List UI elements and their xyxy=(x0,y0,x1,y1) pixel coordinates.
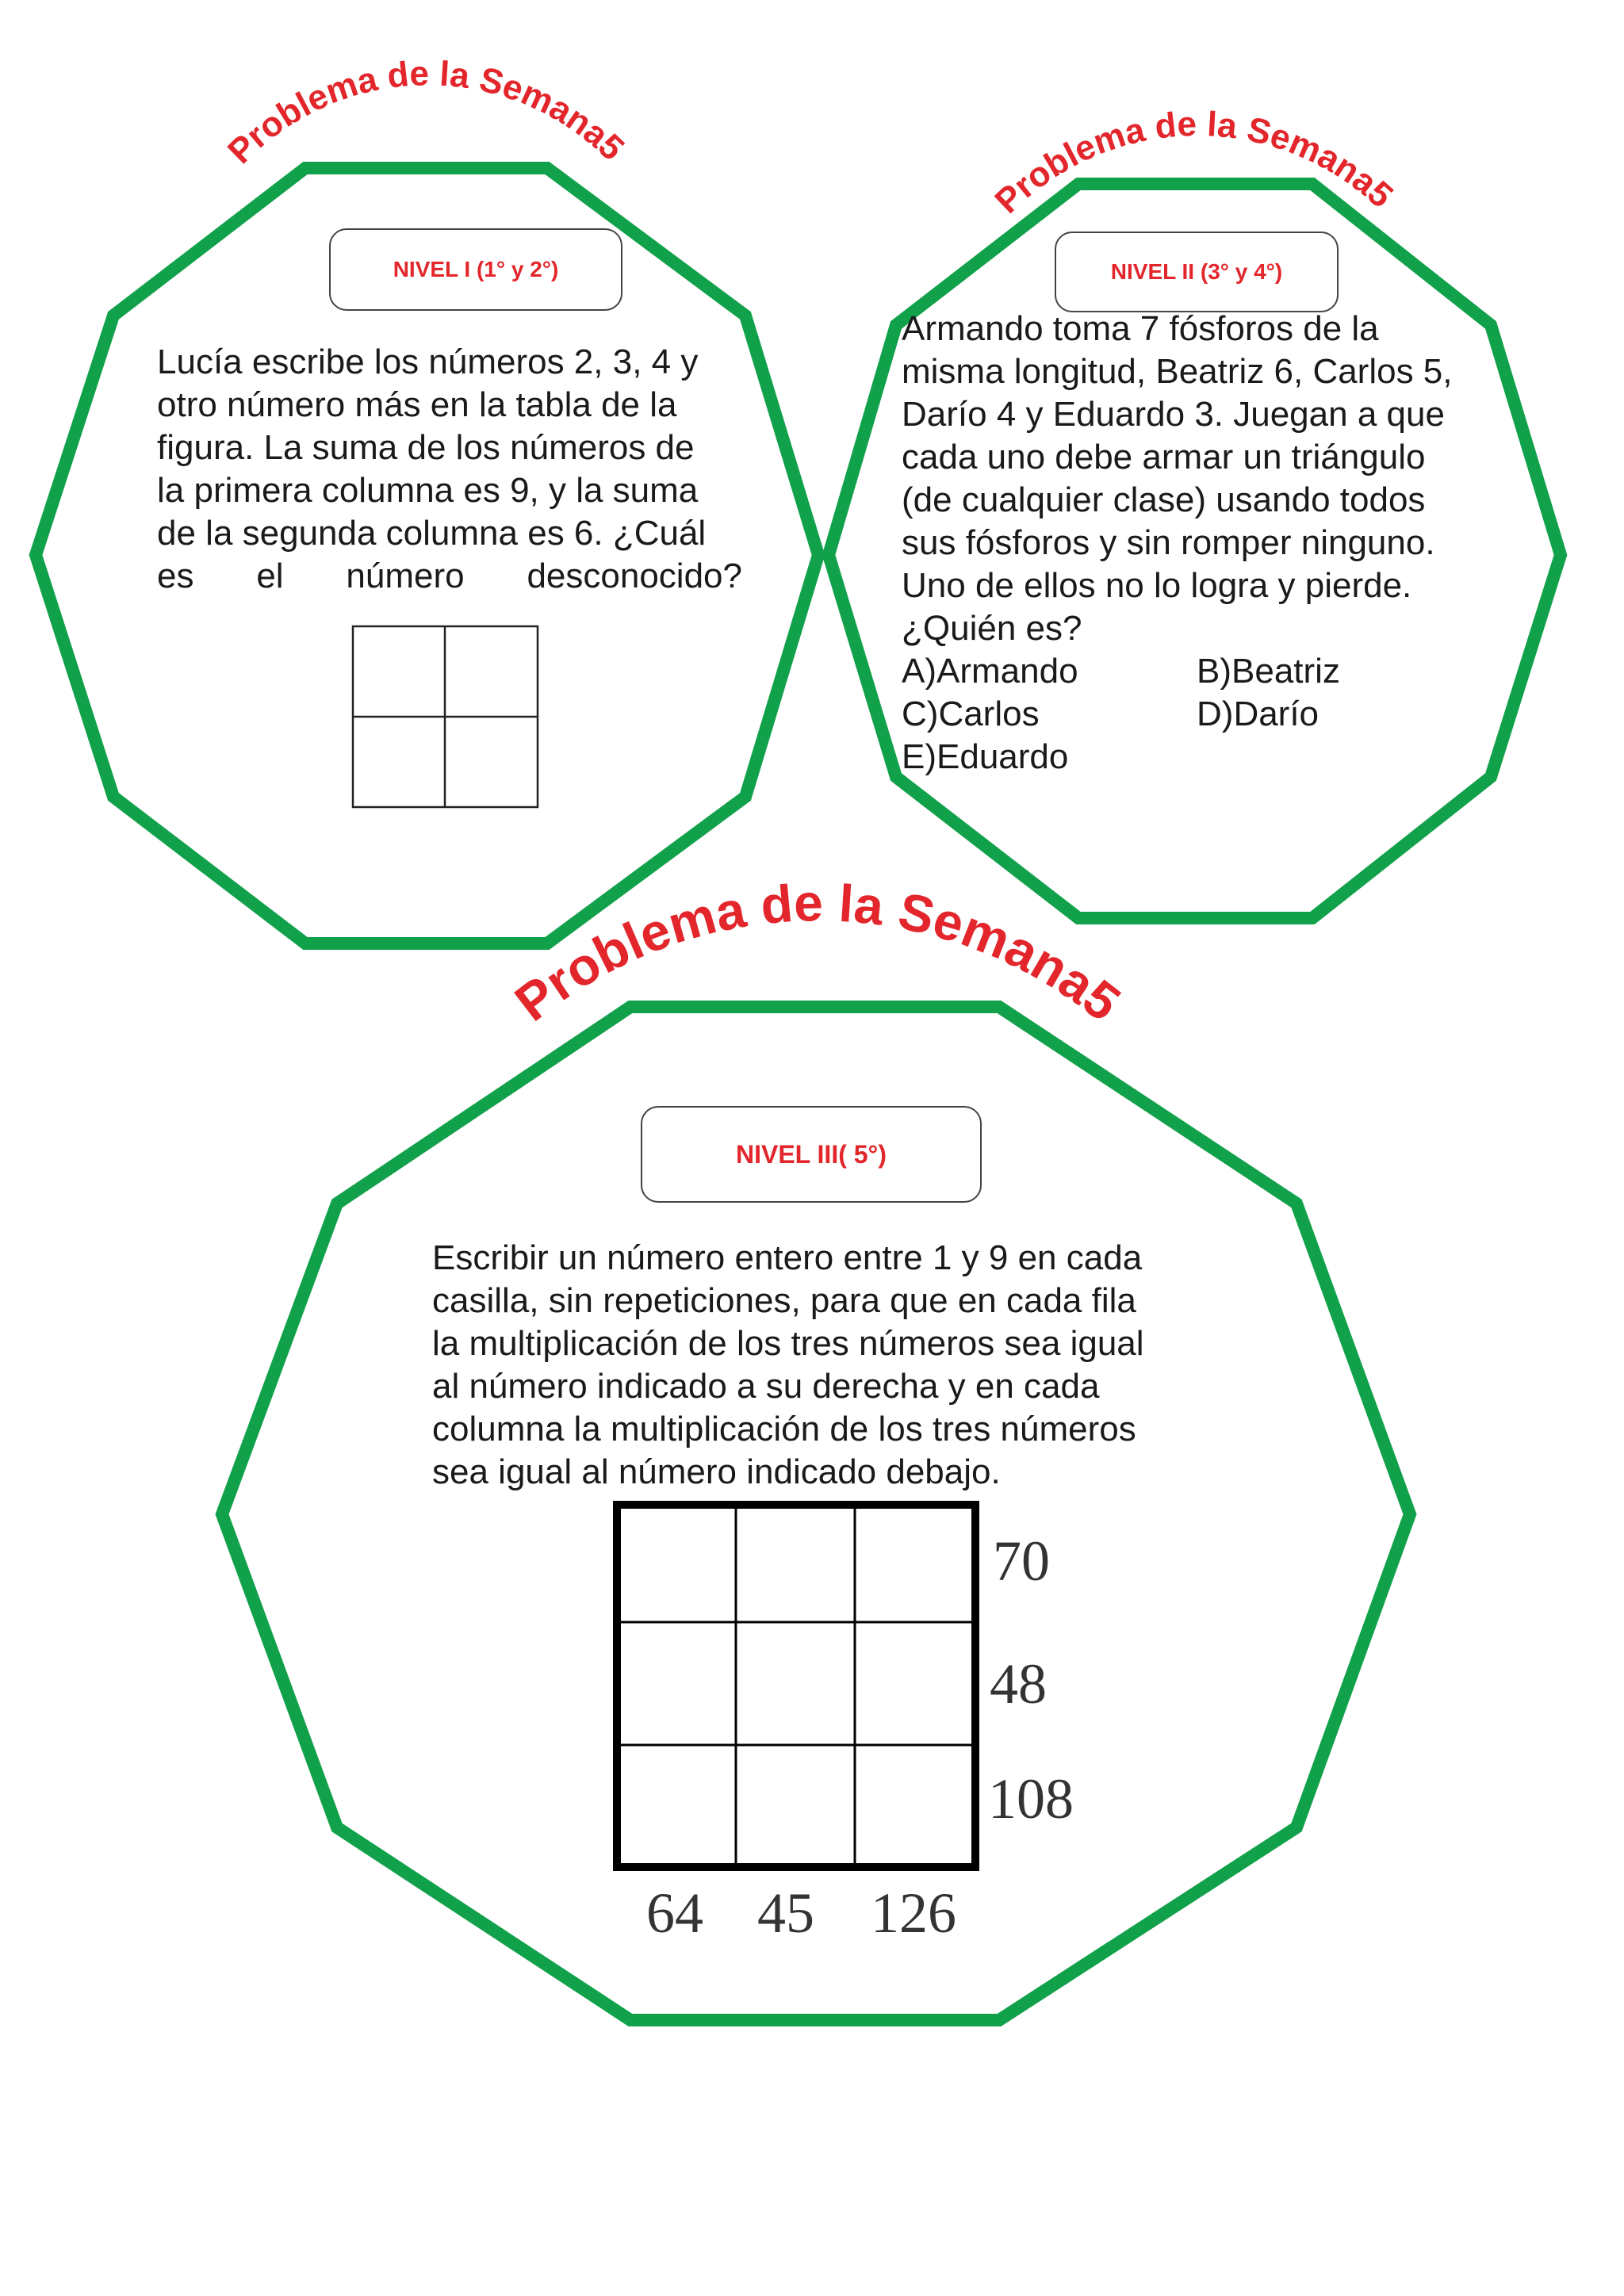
header-title-level2: Problema de la Semana5 xyxy=(987,104,1400,221)
level1-problem-line: la primera columna es 9, y la suma xyxy=(157,471,699,510)
level2-problem-line: sus fósforos y sin romper ninguno. xyxy=(902,523,1435,562)
col-product-2: 45 xyxy=(757,1881,814,1945)
level2-problem xyxy=(902,308,1484,650)
level3-grid xyxy=(617,1505,975,1867)
level1-problem-line: de la segunda columna es 6. ¿Cuál xyxy=(157,514,707,553)
level3-problem-line: sea igual al número indicado debajo. xyxy=(432,1452,1001,1491)
option-label: C) xyxy=(902,695,939,733)
level3-problem-line: la multiplicación de los tres números sea igual xyxy=(432,1324,1144,1363)
level2-badge xyxy=(1055,232,1339,312)
level3-problem xyxy=(432,1237,1193,1494)
level2-problem-line: misma longitud, Beatriz 6, Carlos 5, xyxy=(902,352,1453,391)
row-product-3: 108 xyxy=(988,1767,1074,1831)
option-label: A) xyxy=(902,652,936,691)
level2-problem-line: cada uno debe armar un triángulo xyxy=(902,438,1426,476)
level2-problem-line: (de cualquier clase) usando todos xyxy=(902,480,1426,519)
option-label: D) xyxy=(1197,695,1234,733)
level2-problem-line: Armando toma 7 fósforos de la xyxy=(902,309,1379,348)
option-e xyxy=(902,736,1197,779)
option-text: Armando xyxy=(936,652,1078,691)
level3-problem-line: Escribir un número entero entre 1 y 9 en cada xyxy=(432,1238,1143,1277)
level1-problem-line: es el número desconocido? xyxy=(157,557,742,595)
level3-problem-line: casilla, sin repeticiones, para que en cada fila xyxy=(432,1281,1136,1320)
option-label: B) xyxy=(1197,652,1231,691)
option-a xyxy=(902,650,1197,693)
level2-options xyxy=(902,650,1492,779)
level2-badge-text: NIVEL II (3° y 4°) xyxy=(1110,259,1283,284)
row-product-1: 70 xyxy=(993,1529,1050,1593)
option-d xyxy=(1197,693,1492,736)
level3-badge xyxy=(641,1106,982,1203)
level1-grid xyxy=(353,626,538,807)
option-text: Darío xyxy=(1233,695,1320,733)
header-title-level3: Problema de la Semana5 xyxy=(504,873,1132,1032)
level2-problem-line: Darío 4 y Eduardo 3. Juegan a que xyxy=(902,395,1445,434)
level1-badge xyxy=(329,228,622,311)
level1-problem-line: otro número más en la tabla de la xyxy=(157,385,677,424)
option-text: Beatriz xyxy=(1231,652,1340,691)
level3-problem-line: columna la multiplicación de los tres números xyxy=(432,1410,1136,1448)
row-product-2: 48 xyxy=(990,1652,1047,1716)
level3-badge-text: NIVEL III( 5°) xyxy=(735,1139,887,1169)
level2-problem-line: ¿Quién es? xyxy=(902,609,1082,648)
header-title-level1: Problema de la Semana5 xyxy=(220,54,632,171)
level1-problem xyxy=(157,341,742,598)
option-text: Eduardo xyxy=(936,737,1069,776)
col-product-1: 64 xyxy=(646,1881,703,1945)
option-b xyxy=(1197,650,1492,693)
option-c xyxy=(902,693,1197,736)
level1-badge-text: NIVEL I (1° y 2°) xyxy=(393,257,559,281)
option-text: Carlos xyxy=(938,695,1040,733)
option-label: E) xyxy=(902,737,936,776)
level1-problem-line: figura. La suma de los números de xyxy=(157,428,695,467)
level2-problem-line: Uno de ellos no lo logra y pierde. xyxy=(902,566,1412,605)
level3-problem-line: al número indicado a su derecha y en cada xyxy=(432,1367,1100,1406)
level1-problem-line: Lucía escribe los números 2, 3, 4 y xyxy=(157,342,699,381)
col-product-3: 126 xyxy=(871,1881,956,1945)
